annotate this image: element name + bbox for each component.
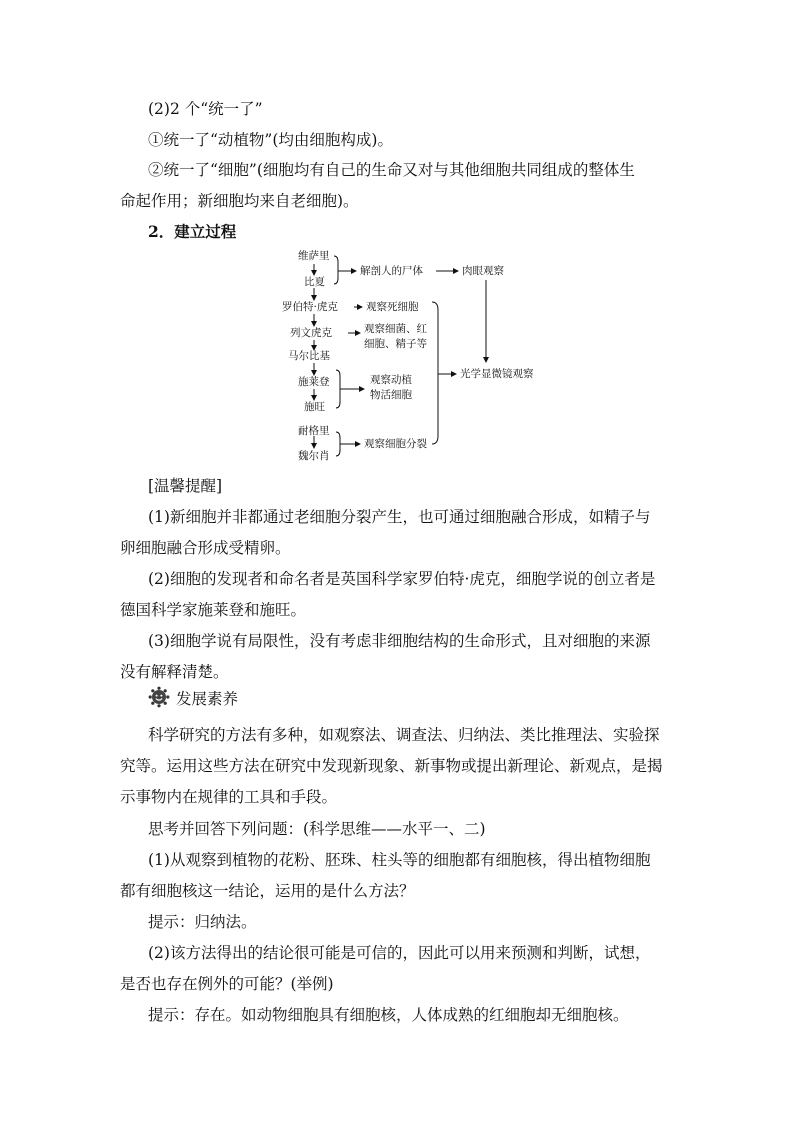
development-intro-line2: 究等。运用这些方法在研究中发现新现象、新事物或提出新理论、新观点，是揭	[120, 757, 663, 775]
scientist-malpighi: 马尔比基	[288, 350, 330, 362]
scientist-bichat: 比夏	[304, 276, 325, 288]
activity-cell-division: 观察细胞分裂	[364, 438, 427, 450]
reminder-p3-line2: 没有解释清楚。	[120, 663, 229, 681]
scientist-leeuwenhoek: 列文虎克	[290, 327, 332, 339]
reminder-p2-line1: (2)细胞的发现者和命名者是英国科学家罗伯特·虎克，细胞学说的创立者是	[148, 570, 656, 588]
activity-bacteria-line2: 细胞、精子等	[364, 338, 427, 350]
scientist-robert-hooke: 罗伯特·虎克	[282, 301, 338, 313]
scientist-schwann: 施旺	[304, 401, 325, 413]
process-heading: 2．建立过程	[148, 222, 237, 241]
answer-2: 提示：存在。如动物细胞具有细胞核，人体成熟的红细胞却无细胞核。	[148, 1006, 629, 1024]
question-2-line2: 是否也存在例外的可能？(举例)	[120, 975, 334, 993]
reminder-p1-line1: (1)新细胞并非都通过老细胞分裂产生，也可通过细胞融合形成，如精子与	[148, 508, 651, 526]
activity-living-cells-line2: 物活细胞	[370, 389, 412, 401]
cell-theory-history-diagram	[280, 250, 560, 470]
reminder-p1-line2: 卵细胞融合形成受精卵。	[120, 539, 291, 557]
question-1-line1: (1)从观察到植物的花粉、胚珠、柱头等的细胞都有细胞核，得出植物细胞	[148, 851, 651, 869]
section-heading-two-unifications: (2)2 个“统一了”	[148, 100, 263, 118]
activity-dead-cells: 观察死细胞	[366, 301, 419, 313]
unification-item-2-line1: ②统一了“细胞”(细胞均有自己的生命又对与其他细胞共同组成的整体生	[148, 161, 635, 179]
activity-dissection: 解剖人的尸体	[360, 265, 423, 277]
question-2-line1: (2)该方法得出的结论很可能是可信的，因此可以用来预测和判断，试想，	[148, 944, 651, 962]
activity-bacteria-line1: 观察细菌、红	[364, 323, 427, 335]
smiley-icon	[148, 686, 170, 708]
development-title: 发展素养	[176, 690, 239, 708]
scientist-schleiden: 施莱登	[298, 376, 330, 388]
development-intro-line1: 科学研究的方法有多种，如观察法、调查法、归纳法、类比推理法、实验探	[148, 726, 660, 744]
scientist-virchow: 魏尔肖	[298, 450, 330, 462]
unification-item-1: ①统一了“动植物”(均由细胞构成)。	[148, 131, 393, 149]
reminder-p3-line1: (3)细胞学说有局限性，没有考虑非细胞结构的生命形式，且对细胞的来源	[148, 632, 651, 650]
outcome-light-microscope: 光学显微镜观察	[460, 368, 534, 380]
scientist-naegeli: 耐格里	[298, 425, 330, 437]
development-prompt: 思考并回答下列问题：(科学思维——水平一、二)	[148, 820, 486, 838]
question-1-line2: 都有细胞核这一结论，运用的是什么方法？	[120, 882, 415, 900]
outcome-naked-eye: 肉眼观察	[462, 265, 504, 277]
unification-item-2-line2: 命起作用；新细胞均来自老细胞)。	[120, 192, 359, 210]
reminder-p2-line2: 德国科学家施莱登和施旺。	[120, 601, 307, 619]
scientist-vesalius: 维萨里	[298, 250, 330, 262]
reminder-title: [温馨提醒]	[148, 477, 223, 495]
activity-living-cells-line1: 观察动植	[370, 374, 412, 386]
development-intro-line3: 示事物内在规律的工具和手段。	[120, 788, 338, 806]
answer-1: 提示：归纳法。	[148, 913, 257, 931]
